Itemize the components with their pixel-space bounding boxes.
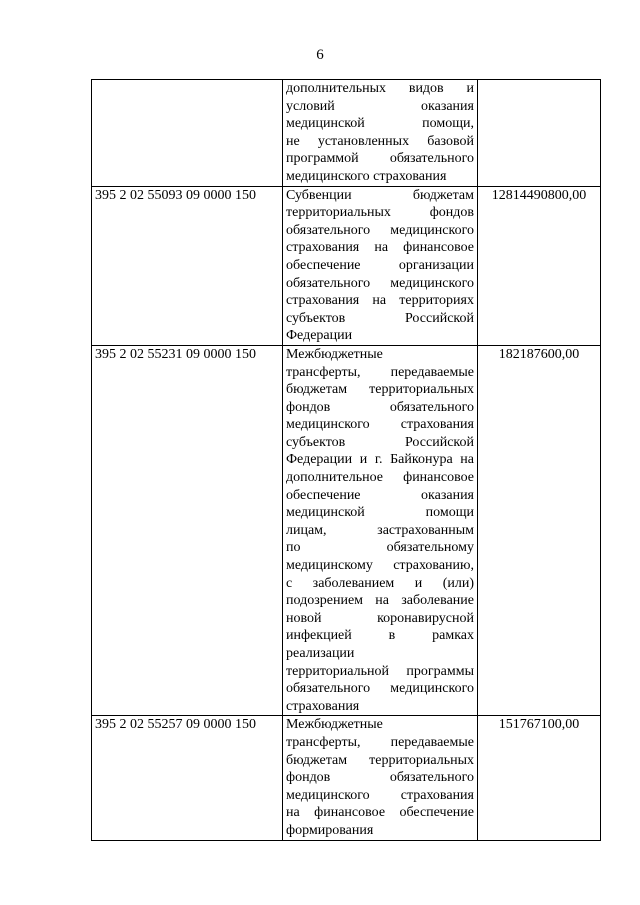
description-cell (283, 80, 478, 187)
description-line: обеспечение оказания (286, 487, 474, 503)
budget-code-cell: 395 2 02 55257 09 0000 150 (92, 716, 283, 840)
description-line: с заболеванием и (или) (286, 575, 474, 591)
description-line: субъектов Российской (286, 434, 474, 450)
description-line: трансферты, передаваемые (286, 364, 474, 380)
description-line: страхования (286, 698, 360, 714)
description-cell (283, 716, 478, 840)
description-line: территориальной программы (286, 663, 474, 679)
description-line: медицинского страхования (286, 417, 474, 433)
description-line: медицинскому страхованию, (286, 558, 474, 574)
description-line: обеспечение организации (286, 257, 474, 273)
description-line: обязательного медицинского (286, 681, 474, 697)
description-line: Межбюджетные (286, 717, 383, 733)
budget-code-cell: 395 2 02 55093 09 0000 150 (92, 186, 283, 345)
description-line: трансферты, передаваемые (286, 734, 474, 750)
description-line: формирования (286, 822, 374, 838)
table-row (92, 186, 601, 345)
amount-cell: 182187600,00 (478, 345, 601, 715)
table-row (92, 80, 601, 187)
description-line: бюджетам территориальных (286, 752, 474, 768)
budget-code-cell: 395 2 02 55231 09 0000 150 (92, 345, 283, 715)
amount-cell: 151767100,00 (478, 716, 601, 840)
amount-cell (478, 80, 601, 187)
description-line: на финансовое обеспечение (286, 805, 474, 821)
description-line: Федерации (286, 328, 353, 344)
description-line: медицинской помощи (286, 505, 474, 521)
description-line: новой коронавирусной (286, 610, 474, 626)
description-line: дополнительных видов и (286, 81, 474, 96)
description-line: Межбюджетные (286, 346, 383, 362)
description-cell (283, 186, 478, 345)
description-line: медицинского страхования (286, 787, 474, 803)
budget-table (91, 79, 601, 841)
description-line: не установленных базовой (286, 133, 474, 149)
description-line: условий оказания (286, 98, 474, 114)
description-line: медицинской помощи, (286, 116, 474, 132)
description-line: фондов обязательного (286, 770, 474, 786)
description-line: Субвенции бюджетам (286, 187, 474, 203)
amount-cell: 12814490800,00 (478, 186, 601, 345)
description-line: программой обязательного (286, 151, 474, 167)
description-line: обязательного медицинского (286, 222, 474, 238)
description-line: территориальных фондов (286, 205, 474, 221)
description-line: медицинского страхования (286, 168, 447, 184)
description-line: лицам, застрахованным (286, 522, 474, 538)
description-line: дополнительное финансовое (286, 470, 474, 486)
description-cell (283, 345, 478, 715)
description-line: подозрением на заболевание (286, 593, 474, 609)
budget-code-cell (92, 80, 283, 187)
table-row (92, 716, 601, 840)
page-number: 6 (316, 47, 324, 63)
description-line: бюджетам территориальных (286, 382, 474, 398)
description-line: реализации (286, 646, 355, 661)
table-row (92, 345, 601, 715)
description-line: субъектов Российской (286, 310, 474, 326)
description-line: страхования на финансовое (286, 240, 474, 256)
description-line: инфекцией в рамках (286, 628, 474, 644)
description-line: Федерации и г. Байконура на (286, 452, 474, 468)
description-line: фондов обязательного (286, 399, 474, 415)
description-line: страхования на территориях (286, 293, 474, 309)
description-line: по обязательному (286, 540, 474, 556)
description-line: обязательного медицинского (286, 275, 474, 291)
